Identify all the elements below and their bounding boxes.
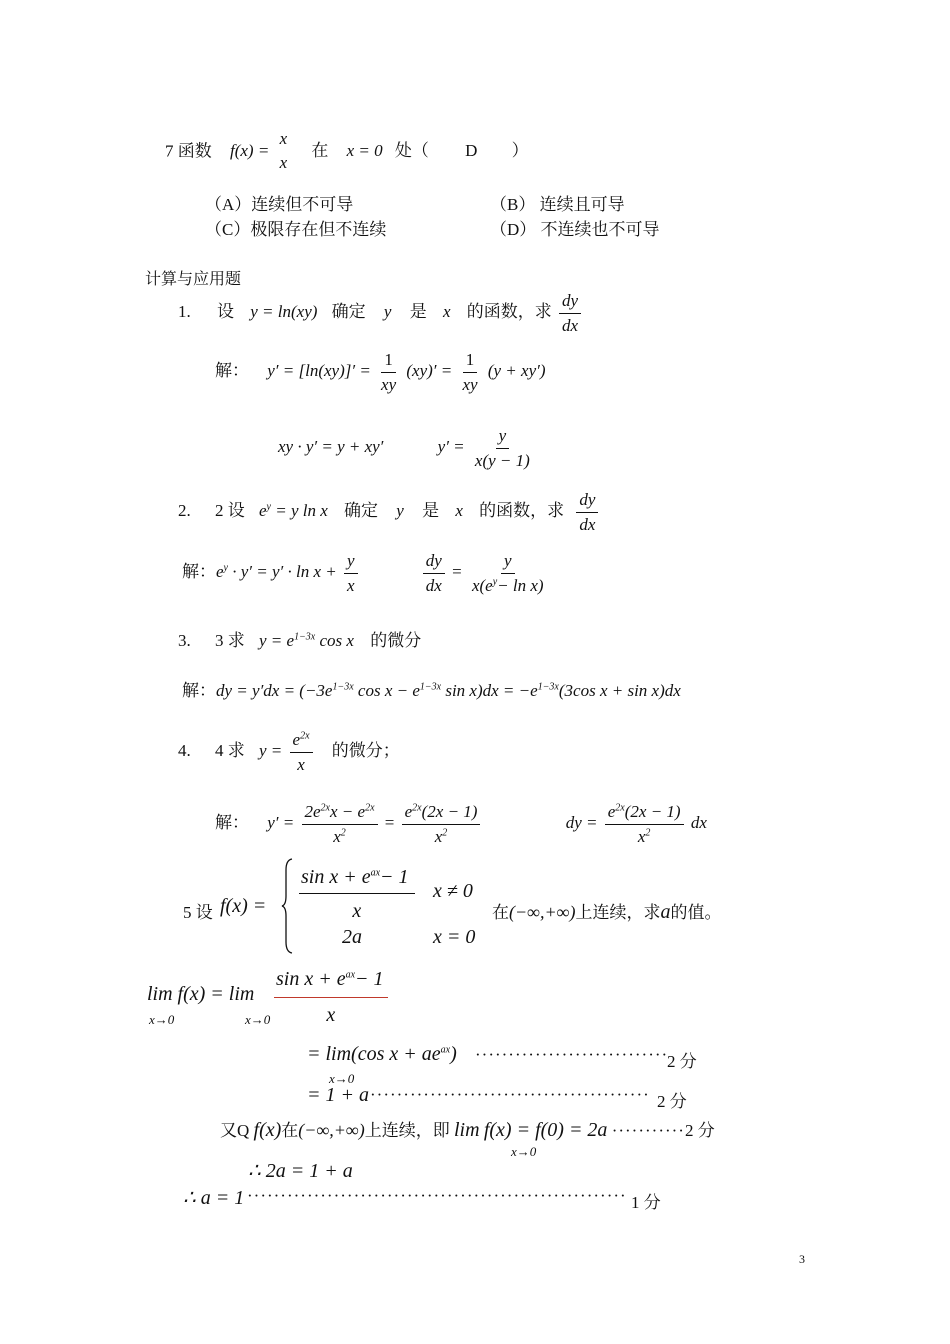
- p2-res-d1: dx: [425, 575, 442, 595]
- p2-num: 2.: [178, 500, 191, 520]
- p2-res-frac1: [423, 551, 445, 595]
- p5-case2-cond: x = 0: [433, 926, 476, 948]
- p1-dydx: [559, 291, 581, 335]
- p4-line: [178, 730, 400, 774]
- p2-text4: 的函数，求: [479, 500, 565, 520]
- p4-frac-n-sup: 2x: [300, 730, 310, 742]
- p1-num: 1.: [178, 301, 191, 321]
- p4-num: 4.: [178, 740, 191, 760]
- p2-sol-label: 解：: [182, 561, 216, 581]
- p3-sol-sup1: 1−3x: [332, 681, 354, 693]
- p1-sol2-row: [278, 426, 536, 470]
- p5-a: a: [660, 901, 671, 923]
- p1-eq: y = ln(xy): [250, 301, 318, 321]
- p5-lim-frac: [274, 968, 388, 1027]
- p5-case2: 2a: [342, 926, 362, 948]
- p4-f3-n-b: (2x − 1): [624, 802, 681, 821]
- p5-step1-dots: ·····························: [475, 1045, 669, 1064]
- p4-sol-a: y′ =: [267, 812, 295, 832]
- p2-line: [178, 490, 601, 534]
- p5-case1: [296, 866, 418, 923]
- q7-prefix: 7 函数: [165, 141, 212, 161]
- p2-sol-a-sup: y: [223, 562, 228, 574]
- p2-res-eq: =: [452, 561, 462, 581]
- p5-step3-e: 上连续，即: [364, 1121, 450, 1140]
- p2-text3: 是: [422, 500, 440, 520]
- p3-sol-d: (3cos x + sin x)dx: [558, 681, 681, 700]
- p5-text4: 的值。: [670, 903, 722, 922]
- p1-sol1-c: (y + xy′): [487, 360, 546, 380]
- p4-frac3-n: [605, 802, 684, 825]
- p4-text1: 4 求: [215, 740, 245, 760]
- p4-f3-n-sup: 2x: [615, 802, 625, 814]
- p5-step3-lim: lim: [454, 1119, 480, 1141]
- p2-sol-frac-d: x: [347, 575, 355, 595]
- p4-sol-label: 解：: [215, 812, 249, 832]
- p4-f3-d-sup: 2: [645, 826, 651, 838]
- p5-text3: 上连续，求: [575, 903, 661, 922]
- p1-sol3-num: y: [496, 426, 510, 449]
- p1-text2: 确定: [331, 301, 366, 321]
- q7-fraction: [277, 129, 291, 172]
- p4-frac2: [402, 802, 481, 846]
- p3-sol-sup2: 1−3x: [419, 681, 442, 693]
- p5-brace: [281, 858, 293, 954]
- p5-step2: = 1 + a: [307, 1084, 369, 1106]
- p5-case1-n-a: sin x + e: [301, 866, 371, 888]
- q7-line: [165, 131, 529, 174]
- p5-lim-sub2: x→0: [245, 1012, 271, 1027]
- p4-sol: [215, 802, 707, 846]
- p5-step2-score: 2 分: [657, 1092, 687, 1111]
- p5-case1-n: [299, 866, 415, 894]
- q7-frac-den: x: [279, 152, 288, 172]
- p4-frac2-n: [402, 802, 481, 825]
- q7-tail: 处（: [394, 141, 429, 161]
- p3-text2: 的微分: [370, 631, 422, 650]
- p5-step3-c: 在: [281, 1121, 299, 1140]
- q7-mid: 在: [311, 141, 329, 161]
- brace-icon: [281, 858, 293, 954]
- p5-case1-d: x: [352, 900, 362, 922]
- p3-sol-b: cos x − e: [357, 681, 420, 700]
- p4-frac-n-base: e: [292, 730, 301, 749]
- p5-lim: lim f(x) = lim: [147, 983, 255, 1005]
- p2-res-n1: dy: [423, 551, 445, 574]
- p5-step3: [220, 1116, 715, 1142]
- p5-step1: [307, 1043, 457, 1066]
- p4-frac1: [302, 802, 378, 846]
- option-c: （C）极限存在但不连续: [205, 220, 387, 239]
- p1-text4: 的函数，求: [466, 301, 552, 321]
- p5-step1-a: = lim(cos x + ae: [307, 1043, 441, 1065]
- p4-f2-n-a: e: [404, 802, 413, 821]
- p3-num: 3.: [178, 631, 191, 650]
- p2-sol-a: e: [216, 561, 224, 581]
- p4-f3-n-a: e: [607, 802, 616, 821]
- p4-dy: dy =: [565, 812, 598, 832]
- p4-f1-d-base: x: [333, 826, 341, 846]
- p5-lim-d: x: [326, 1004, 336, 1026]
- p2-dx: dx: [579, 514, 596, 534]
- p2-res-d2-sup: y: [492, 575, 498, 587]
- p4-frac2-d: [432, 825, 451, 847]
- q7-frac-num: x: [279, 129, 288, 148]
- p5-lim-n: [274, 968, 388, 998]
- p4-dx: dx: [690, 812, 707, 832]
- p5-lim-frac-wrap: [274, 968, 388, 1027]
- p1-sol-label: 解：: [215, 360, 249, 380]
- p3-eq-a: y = e: [259, 631, 295, 650]
- p1-text3: 是: [409, 301, 427, 321]
- p2-res-frac2: [469, 551, 547, 595]
- p1-frac2-d: xy: [462, 374, 478, 394]
- p5-step3-dots: ···········: [611, 1121, 685, 1140]
- p2-y: y: [396, 500, 404, 520]
- p5-text1: 5 设: [183, 903, 213, 922]
- p4-f2-n-b: (2x − 1): [421, 802, 478, 821]
- p4-frac-d: x: [297, 754, 305, 774]
- p5-step3-d: (−∞,+∞): [298, 1120, 365, 1140]
- p4-frac3-d: [635, 825, 654, 847]
- p1-frac2-n: 1: [463, 350, 478, 373]
- p5-case1-cond: x ≠ 0: [433, 880, 473, 902]
- p2-sol: [182, 551, 550, 595]
- p2-text2: 确定: [344, 500, 379, 520]
- p1-line: [178, 291, 584, 335]
- p4-f1-n-b: x − e: [330, 802, 366, 821]
- p1-sol1-b: (xy)′ =: [406, 360, 453, 380]
- p2-eq-sup: y: [266, 501, 271, 513]
- p5-text2: 在: [492, 903, 509, 922]
- p2-res-d2-b: − ln x): [497, 575, 544, 595]
- p5-step3-b: f(x): [253, 1119, 282, 1141]
- p2-dy: dy: [576, 490, 598, 513]
- p4-f2-d-base: x: [434, 826, 443, 846]
- p5-step5-dots: ·························································: [247, 1186, 627, 1205]
- p1-sol1: [215, 350, 546, 394]
- p5-step1-score: 2 分: [667, 1052, 697, 1071]
- p4-f1-n-a: 2e: [304, 802, 321, 821]
- p5-step5-score: 1 分: [631, 1193, 661, 1212]
- p2-res-d2-a: x(e: [471, 575, 493, 595]
- p3-text1: 3 求: [215, 631, 245, 650]
- p5-case1-n-sup: ax: [370, 867, 381, 879]
- p4-frac-n: [290, 730, 313, 753]
- p5-step3-f: f(x) = f(0) = 2a: [483, 1119, 608, 1141]
- p4-frac1-n: [302, 802, 378, 825]
- p1-frac1-n: 1: [381, 350, 396, 373]
- p2-sol-frac: [344, 551, 358, 595]
- p2-sol-frac-n: y: [344, 551, 358, 574]
- p4-f1-n-sup2: 2x: [365, 802, 375, 814]
- p3-line: [178, 626, 421, 651]
- p5-step1-sup: ax: [440, 1044, 451, 1056]
- p1-sol2: xy · y′ = y + xy′: [278, 436, 384, 456]
- p5-step3-score: 2 分: [684, 1121, 715, 1140]
- p4-eq: y =: [259, 740, 283, 760]
- p2-sol-b: · y′ = y′ · ln x +: [232, 561, 337, 581]
- p5-step3-sub: x→0: [511, 1144, 537, 1159]
- p4-text2: 的微分；: [331, 740, 400, 760]
- p5-step1-b: ): [450, 1043, 457, 1065]
- p1-sol1-a: y′ = [ln(xy)]′ =: [267, 360, 371, 380]
- p5-tail: [492, 898, 721, 924]
- p4-f2-d-sup: 2: [442, 826, 448, 838]
- p2-dydx: [576, 490, 598, 534]
- p1-frac1: [378, 350, 399, 394]
- p2-x: x: [455, 500, 463, 520]
- p5-step2-dots: ··········································: [370, 1085, 650, 1104]
- p2-eq: e: [259, 500, 267, 520]
- p1-sol3-lhs: y′ =: [437, 436, 465, 456]
- p2-text1: 2 设: [215, 500, 245, 520]
- p4-frac: [290, 730, 313, 774]
- p3-sol: [182, 676, 681, 701]
- p1-frac1-d: xy: [381, 374, 397, 394]
- p1-sol3-den: x(y − 1): [474, 450, 530, 470]
- p3-sol-a: dy = y′dx = (−3e: [216, 681, 333, 700]
- p5-step4: ∴ 2a = 1 + a: [248, 1160, 353, 1182]
- p3-eq-sup: 1−3x: [294, 631, 316, 643]
- p1-dx: dx: [562, 315, 579, 335]
- p4-eq2: =: [384, 812, 395, 832]
- section-title: 计算与应用题: [145, 269, 242, 288]
- p5-interval: (−∞,+∞): [509, 902, 576, 922]
- option-b: （B） 连续且可导: [490, 195, 625, 214]
- p5-lim-n-a: sin x + e: [276, 968, 346, 990]
- p5-lim-sub1: x→0: [149, 1012, 175, 1027]
- p5-lim-n-b: − 1: [355, 968, 384, 990]
- p5-lim-n-sup: ax: [345, 969, 356, 981]
- p3-sol-label: 解：: [182, 681, 216, 700]
- p5-case1-n-b: − 1: [380, 866, 409, 888]
- p4-f1-n-sup1: 2x: [320, 802, 330, 814]
- p4-f1-d-sup: 2: [340, 826, 346, 838]
- p4-f2-n-sup: 2x: [412, 802, 422, 814]
- p1-y: y: [383, 301, 392, 321]
- p3-sol-sup3: 1−3x: [537, 681, 559, 693]
- p3-sol-c: sin x)dx = −e: [445, 681, 538, 700]
- p5-step1-sub: x→0: [329, 1071, 355, 1086]
- q7-func: f(x) =: [230, 141, 270, 161]
- q7-cond: x = 0: [346, 141, 383, 161]
- p5-step3-a: 又Q: [220, 1121, 250, 1140]
- q7-answer: D: [465, 141, 478, 161]
- p1-text1: 设: [217, 301, 234, 321]
- option-d: （D） 不连续也不可导: [490, 220, 660, 239]
- p1-dy: dy: [559, 291, 581, 314]
- p3-eq-b: cos x: [319, 631, 354, 650]
- p4-frac1-d: [330, 825, 349, 847]
- p5-case1-frac: [299, 866, 415, 923]
- p4-frac3: [605, 802, 684, 846]
- p1-sol3-frac: [472, 426, 533, 470]
- p2-res-d2: [469, 574, 547, 596]
- p1-x: x: [442, 301, 451, 321]
- p2-res-n2: y: [501, 551, 515, 574]
- p5-step5: ∴ a = 1: [183, 1187, 245, 1209]
- option-a: （A）连续但不可导: [205, 195, 354, 214]
- q7-close: ）: [511, 141, 529, 161]
- p4-f3-d-base: x: [637, 826, 646, 846]
- p1-frac2: [460, 350, 481, 394]
- p5-func: f(x) =: [220, 895, 267, 917]
- p2-eq2: = y ln x: [275, 500, 328, 520]
- page-number: 3: [799, 1252, 805, 1266]
